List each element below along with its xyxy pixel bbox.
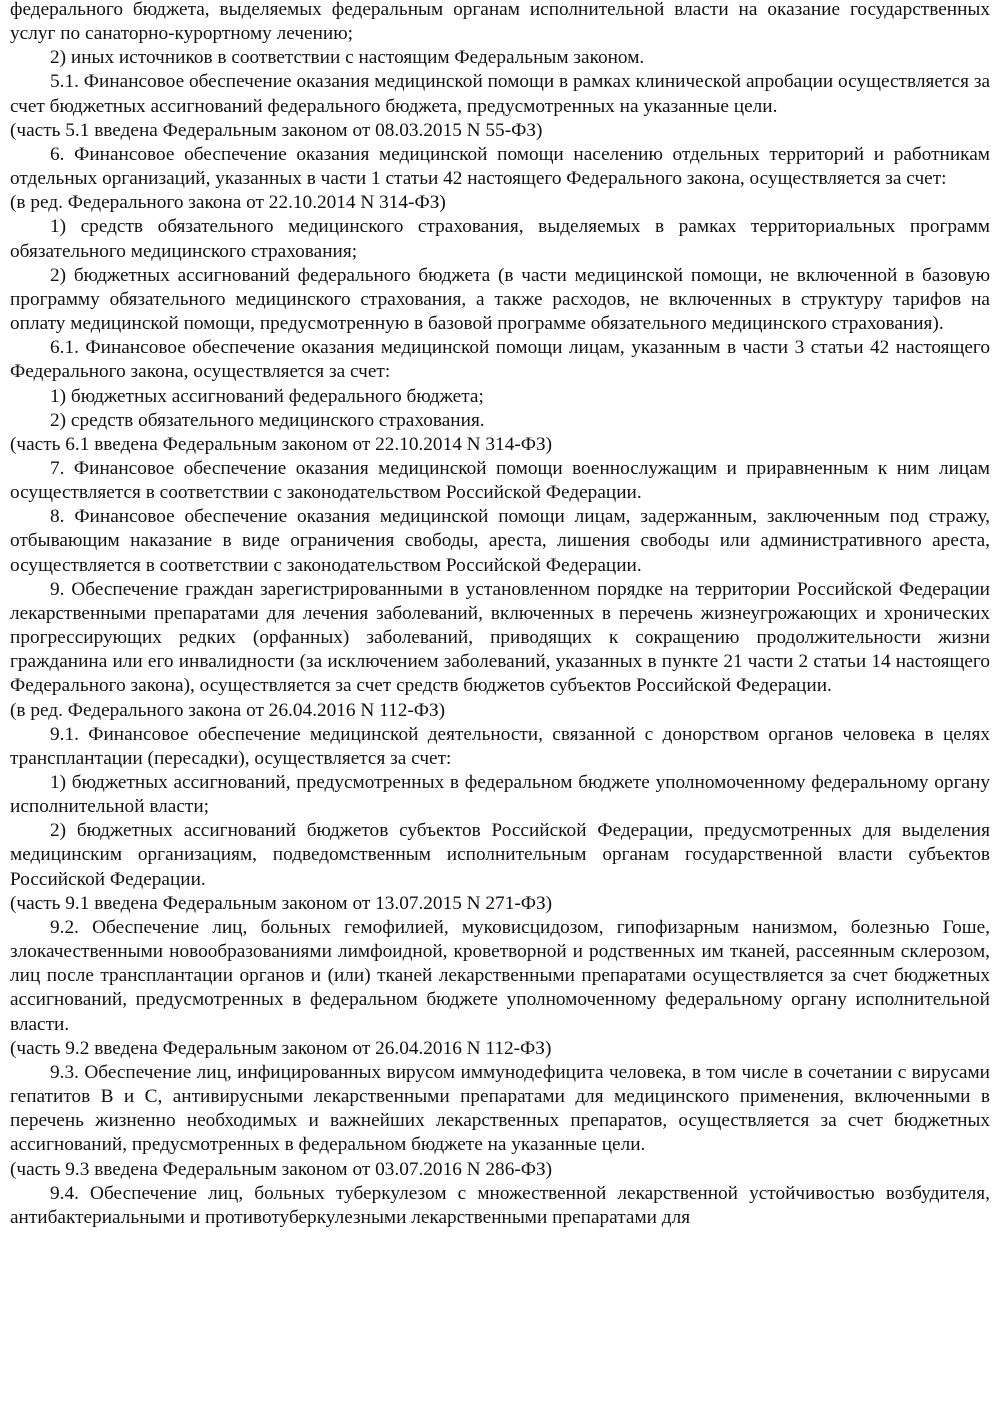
document-page <box>10 0 990 1230</box>
amendment-note: (часть 9.1 введена Федеральным законом от 13.07.2015 N 271-ФЗ) <box>10 892 553 914</box>
amendment-note: (в ред. Федерального закона от 26.04.2016 N 112-ФЗ) <box>10 699 446 721</box>
text-paragraph: 6. Финансовое обеспечение оказания медицинской помощи населению отдельных территорий и работникам отдельных организаций, указанных в части 1 статьи 42 настоящего Федерального закона, осуществляется за счет: <box>10 143 990 190</box>
text-paragraph: 9.3. Обеспечение лиц, инфицированных вирусом иммунодефицита человека, в том числе в сочетании с вирусами гепатитов B и C, антивирусными лекарственными препаратами для медицинского применения, включенными в перечень жизненно необходимых и важнейших лекарственных препаратов, осуществляется за счет бюджетных ассигнований, предусмотренных в федеральном бюджете на указанные цели. <box>10 1061 990 1156</box>
text-paragraph: 9. Обеспечение граждан зарегистрированными в установленном порядке на территории Российской Федерации лекарственными препаратами для лечения заболеваний, включенных в перечень жизнеугрожающих и хронических прогрессирующих редких (орфанных) заболеваний, приводящих к сокращению продолжительности жизни гражданина или его инвалидности (за исключением заболеваний, указанных в пункте 21 части 2 статьи 14 настоящего Федерального закона), осуществляется за счет средств бюджетов субъектов Российской Федерации. <box>10 578 990 697</box>
amendment-note: (часть 9.2 введена Федеральным законом от 26.04.2016 N 112-ФЗ) <box>10 1037 552 1059</box>
text-paragraph: федерального бюджета, выделяемых федеральным органам исполнительной власти на оказание государственных услуг по санаторно-курортному лечению; <box>10 0 990 45</box>
text-paragraph: 2) бюджетных ассигнований федерального бюджета (в части медицинской помощи, не включенной в базовую программу обязательного медицинского страхования, а также расходов, не включенных в структуру тарифов на оплату медицинской помощи, предусмотренную в базовой программе обязательного медицинского страхования). <box>10 264 990 335</box>
text-paragraph: 9.1. Финансовое обеспечение медицинской деятельности, связанной с донорством органов человека в целях трансплантации (пересадки), осуществляется за счет: <box>10 723 990 769</box>
text-paragraph: 6.1. Финансовое обеспечение оказания медицинской помощи лицам, указанным в части 3 статьи 42 настоящего Федерального закона, осуществляется за счет: <box>10 337 990 383</box>
amendment-note: (часть 9.3 введена Федеральным законом от 03.07.2016 N 286-ФЗ) <box>10 1158 553 1180</box>
text-paragraph: 5.1. Финансовое обеспечение оказания медицинской помощи в рамках клинической апробации осуществляется за счет бюджетных ассигнований федерального бюджета, предусмотренных на указанные цели. <box>10 71 990 117</box>
text-paragraph: 7. Финансовое обеспечение оказания медицинской помощи военнослужащим и приравненным к ним лицам осуществляется в соответствии с законодательством Российской Федерации. <box>10 457 990 504</box>
amendment-note: (часть 6.1 введена Федеральным законом от 22.10.2014 N 314-ФЗ) <box>10 433 553 455</box>
text-paragraph: 2) бюджетных ассигнований бюджетов субъектов Российской Федерации, предусмотренных для выделения медицинским организациям, подведомственным исполнительным органам государственной власти субъектов Российской Федерации. <box>10 820 990 890</box>
text-paragraph: 1) бюджетных ассигнований, предусмотренных в федеральном бюджете уполномоченному федеральному органу исполнительной власти; <box>10 772 990 818</box>
text-paragraph: 1) бюджетных ассигнований федерального бюджета; <box>50 385 484 407</box>
amendment-note: (часть 5.1 введена Федеральным законом от 08.03.2015 N 55-ФЗ) <box>10 119 543 141</box>
text-paragraph: 2) средств обязательного медицинского страхования. <box>50 409 485 431</box>
text-paragraph: 9.2. Обеспечение лиц, больных гемофилией, муковисцидозом, гипофизарным нанизмом, болезнью Гоше, злокачественными новообразованиями лимфоидной, кроветворной и родственных им тканей, рассеянным склерозом, лиц после трансплантации органов и (или) тканей лекарственными препаратами осуществляется за счет бюджетных ассигнований, предусмотренных в федеральном бюджете уполномоченному федеральному органу исполнительной власти. <box>10 916 990 1035</box>
text-paragraph: 2) иных источников в соответствии с настоящим Федеральным законом. <box>50 47 645 69</box>
text-paragraph: 8. Финансовое обеспечение оказания медицинской помощи лицам, задержанным, заключенным под стражу, отбывающим наказание в виде ограничения свободы, ареста, лишения свободы или административного ареста, осуществляется в соответствии с законодательством Российской Федерации. <box>10 506 990 576</box>
text-paragraph: 1) средств обязательного медицинского страхования, выделяемых в рамках территориальных программ обязательного медицинского страхования; <box>10 216 990 262</box>
text-paragraph: 9.4. Обеспечение лиц, больных туберкулезом с множественной лекарственной устойчивостью возбудителя, антибактериальными и противотуберкулезными лекарственными препаратами для <box>10 1182 990 1228</box>
amendment-note: (в ред. Федерального закона от 22.10.2014 N 314-ФЗ) <box>10 192 446 214</box>
